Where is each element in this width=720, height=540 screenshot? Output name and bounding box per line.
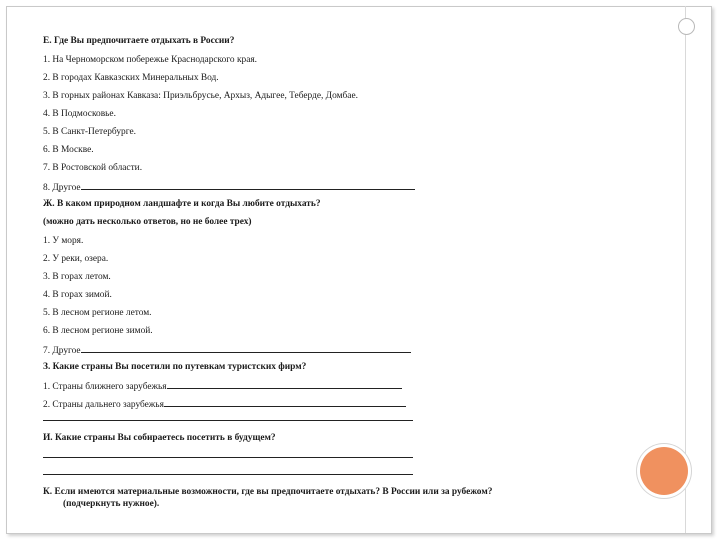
question-z-heading: З. Какие страны Вы посетили по путевкам туристских фирм? — [43, 362, 307, 372]
question-zh-option-3: 3. В горах летом. — [43, 272, 111, 282]
question-e-other-row — [43, 180, 415, 194]
question-zh-option-2: 2. У реки, озера. — [43, 254, 109, 264]
question-e-option-3: 3. В горных районах Кавказа: Приэльбрусье, Архыз, Адыгее, Теберде, Домбае. — [43, 91, 358, 101]
question-zh-option-6: 6. В лесном регионе зимой. — [43, 326, 153, 336]
question-z-near-row — [43, 379, 402, 393]
question-zh-option-4: 4. В горах зимой. — [43, 290, 112, 300]
question-k-note: (подчеркнуть нужное). — [63, 499, 160, 509]
question-z-far-label: 2. Страны дальнего зарубежья — [43, 400, 164, 410]
question-e-other-label: 8. Другое — [43, 183, 81, 193]
question-z-far-field[interactable] — [164, 397, 406, 407]
question-z-far-row — [43, 397, 406, 411]
slide-frame — [6, 6, 712, 534]
question-z-near-field[interactable] — [167, 379, 402, 389]
question-zh-heading: Ж. В каком природном ландшафте и когда Вы любите отдыхать? — [43, 199, 321, 209]
question-e-option-2: 2. В городах Кавказских Минеральных Вод. — [43, 73, 219, 83]
question-zh-note: (можно дать несколько ответов, но не более трех) — [43, 217, 252, 227]
question-k-text: К. Если имеются материальные возможности, где вы предпочитаете отдыхать? В России или за рубежом? — [43, 487, 493, 497]
slide-divider-line — [685, 6, 686, 533]
question-zh-other-field[interactable] — [81, 343, 411, 353]
question-e-option-5: 5. В Санкт-Петербурге. — [43, 127, 136, 137]
question-e-option-1: 1. На Черноморском побережье Краснодарского края. — [43, 55, 258, 65]
decorative-circle-orange — [640, 447, 688, 495]
question-e-heading: Е. Где Вы предпочитаете отдыхать в России? — [43, 36, 235, 46]
question-e-option-6: 6. В Москве. — [43, 145, 94, 155]
decorative-circle-top — [678, 18, 695, 35]
question-e-other-field[interactable] — [81, 180, 415, 190]
question-zh-option-5: 5. В лесном регионе летом. — [43, 308, 152, 318]
question-i-heading: И. Какие страны Вы собираетесь посетить в будущем? — [43, 433, 276, 443]
question-z-extra-line[interactable] — [43, 420, 413, 421]
question-e-option-7: 7. В Ростовской области. — [43, 163, 143, 173]
question-e-option-4: 4. В Подмосковье. — [43, 109, 116, 119]
question-i-answer-line-1[interactable] — [43, 457, 413, 458]
question-zh-other-label: 7. Другое — [43, 346, 81, 356]
question-zh-other-row — [43, 343, 411, 357]
question-i-answer-line-2[interactable] — [43, 474, 413, 475]
question-z-near-label: 1. Страны ближнего зарубежья — [43, 382, 167, 392]
question-zh-option-1: 1. У моря. — [43, 236, 84, 246]
